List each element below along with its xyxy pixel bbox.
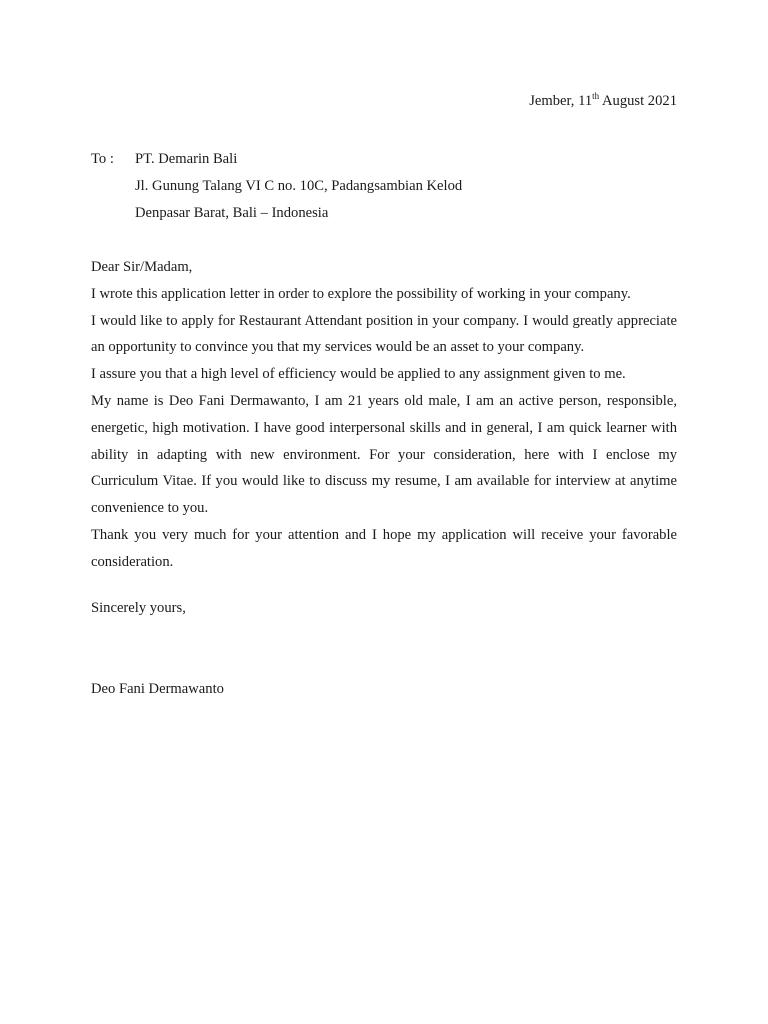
body-paragraph: Thank you very much for your attention and I hope my application will receive your favorable consideration. <box>91 526 677 570</box>
date-ordinal: th <box>592 91 600 102</box>
recipient-label: To : <box>91 151 114 167</box>
recipient-city: Denpasar Barat, Bali – Indonesia <box>135 205 329 221</box>
body-paragraph: I assure you that a high level of efficiency would be applied to any assignment given to me. <box>91 366 626 383</box>
body-paragraph: I wrote this application letter in order to explore the possibility of working in your company. <box>91 285 631 302</box>
recipient-row <box>91 173 462 200</box>
salutation: Dear Sir/Madam, <box>91 259 193 275</box>
body-paragraph: My name is Deo Fani Dermawanto, I am 21 years old male, I am an active person, responsible, energetic, high motivation. I have good interpersonal skills and in general, I am quick learner with ability in adapting with new environment. For your consideration, here with I enclose my Curriculum Vitae. If you would like to discuss my resume, I am available for interview at anytime convenience to you. <box>91 392 677 517</box>
letter-date <box>529 93 677 110</box>
body-paragraph: I would like to apply for Restaurant Attendant position in your company. I would greatly appreciate an opportunity to convince you that my services would be an asset to your company. <box>91 312 677 356</box>
recipient-row <box>91 200 462 227</box>
date-prefix: Jember, 11 <box>529 93 593 109</box>
letter-body <box>91 254 677 576</box>
signature-name: Deo Fani Dermawanto <box>91 681 224 697</box>
recipient-company: PT. Demarin Bali <box>135 151 238 167</box>
recipient-street: Jl. Gunung Talang VI C no. 10C, Padangsambian Kelod <box>135 178 463 194</box>
closing: Sincerely yours, <box>91 600 186 616</box>
recipient-row <box>91 146 462 173</box>
recipient-address-block <box>91 146 462 227</box>
date-suffix: August 2021 <box>599 93 677 109</box>
